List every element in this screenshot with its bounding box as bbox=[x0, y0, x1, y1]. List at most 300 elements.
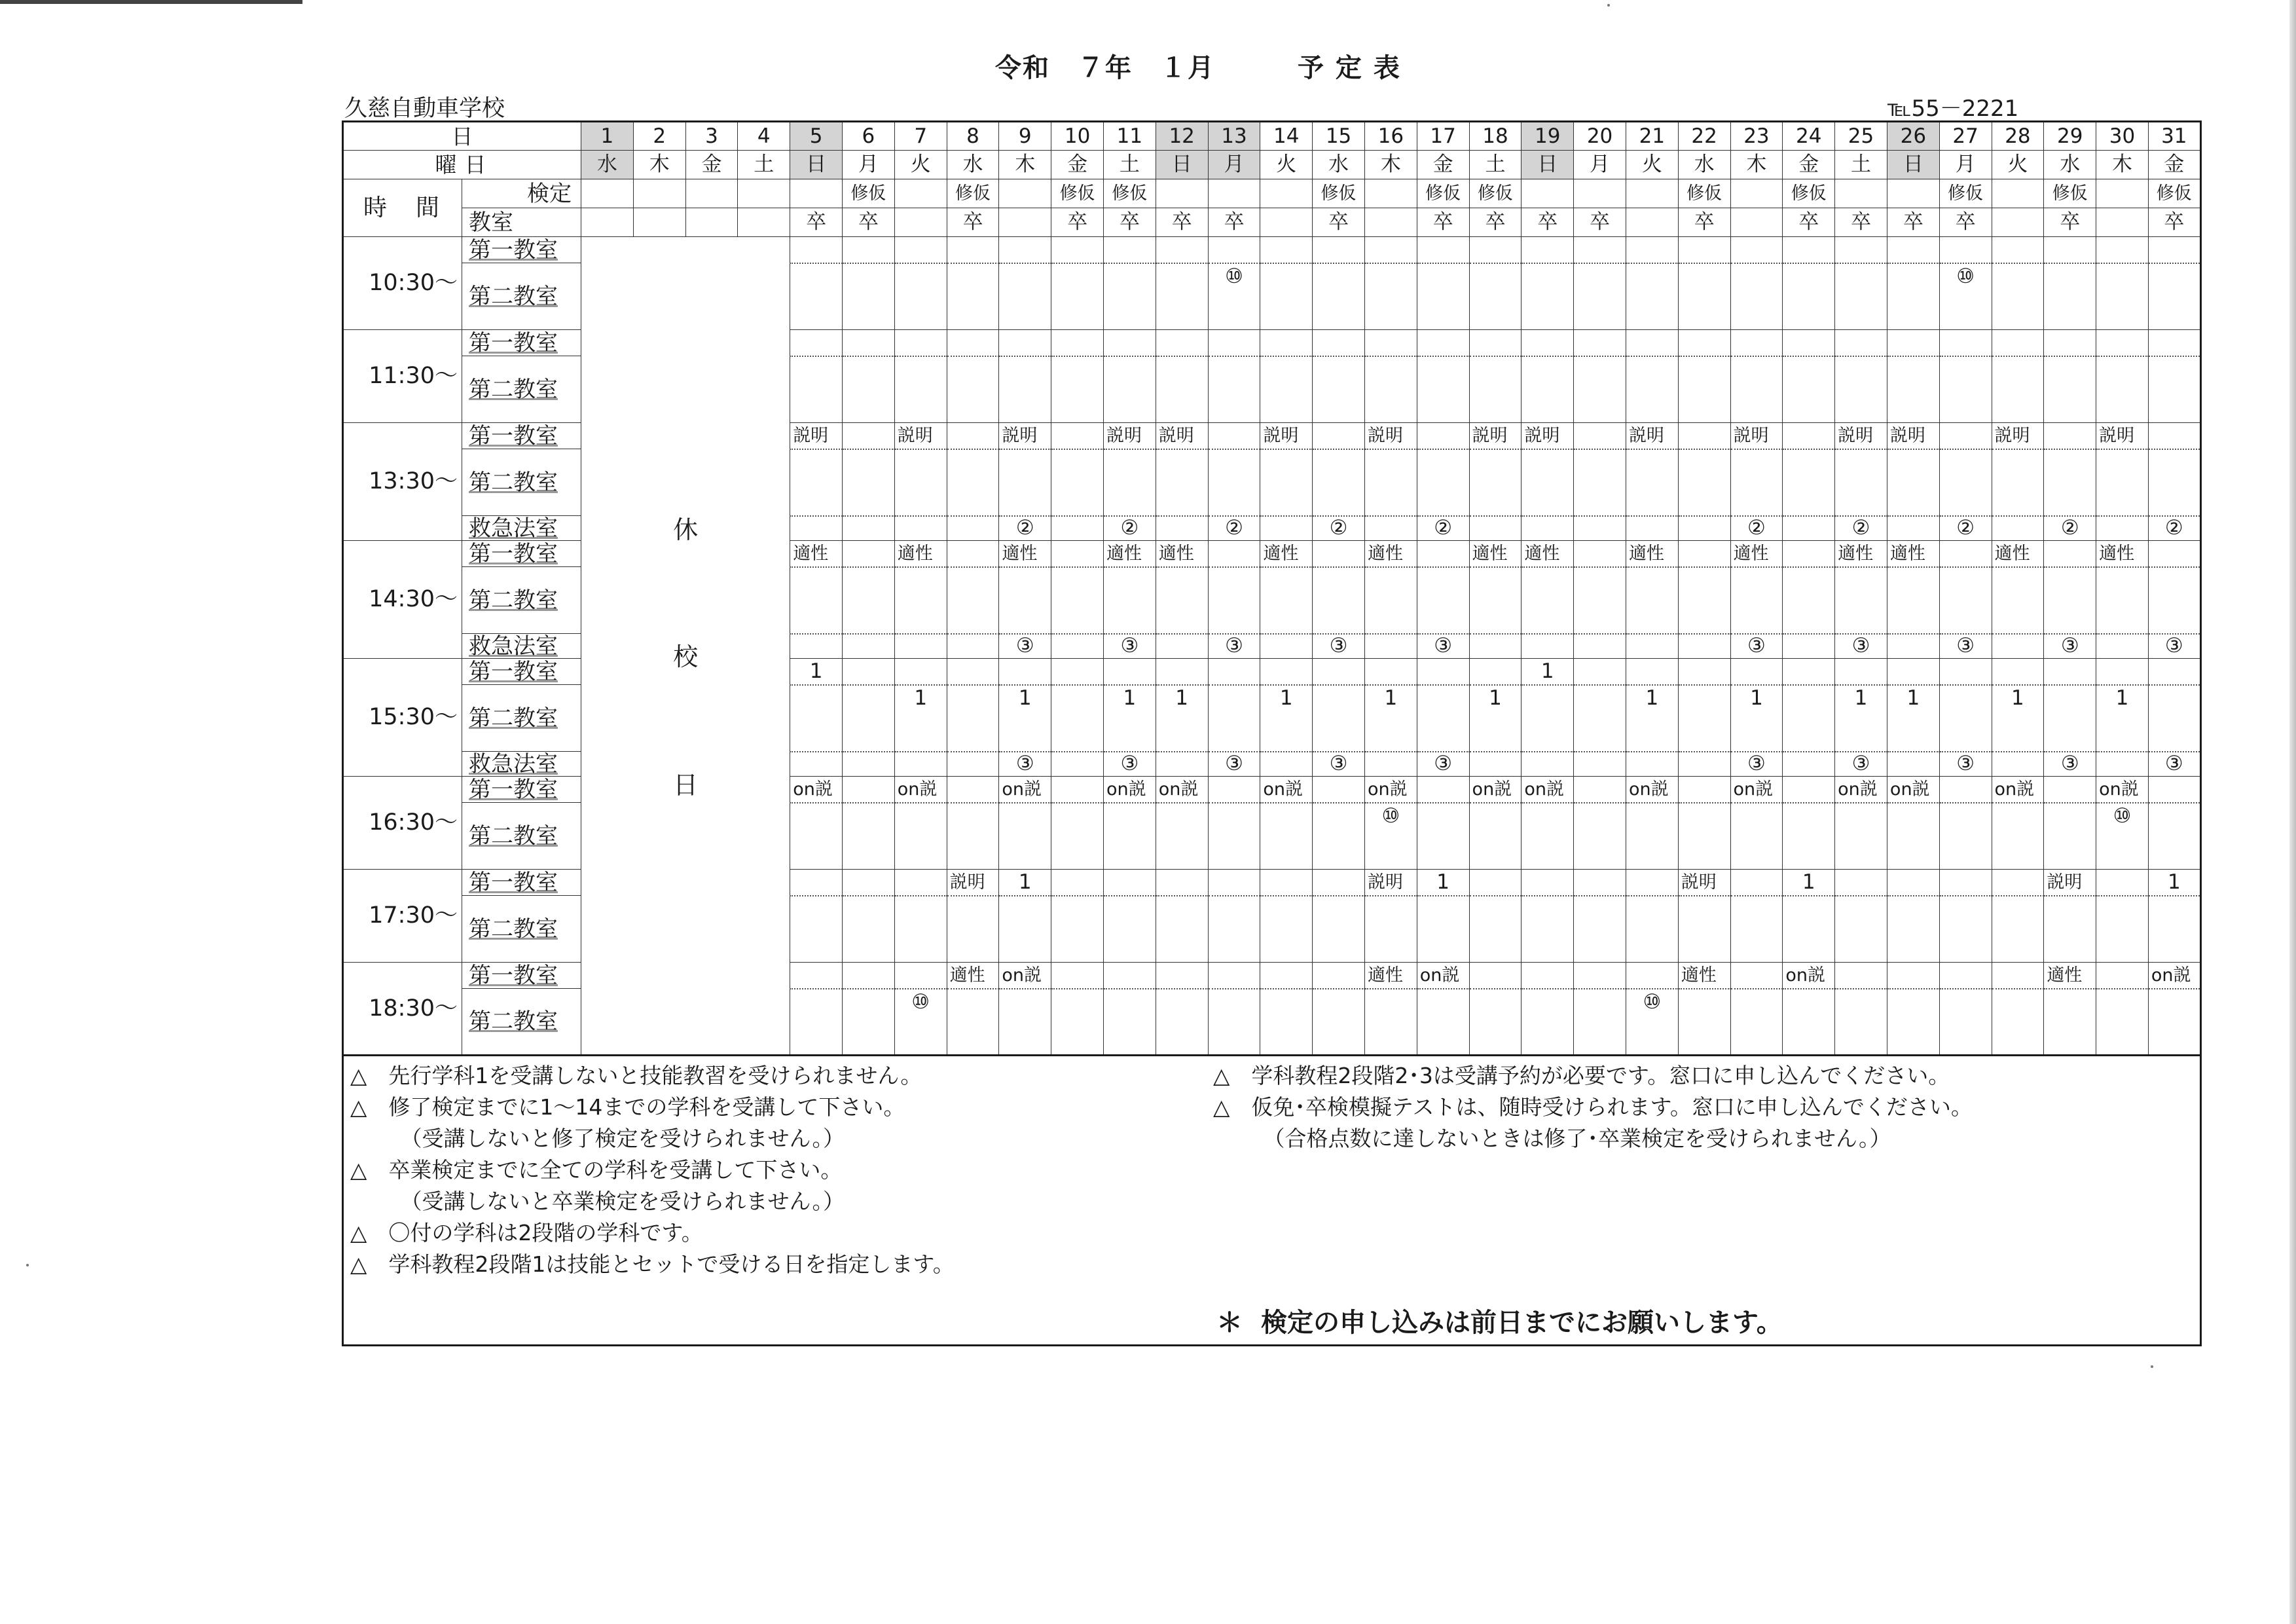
schedule-cell bbox=[2096, 659, 2149, 685]
schedule-cell bbox=[1417, 263, 1469, 330]
schedule-cell bbox=[2148, 685, 2200, 752]
note-left: △ 〇付の学科は2段階の学科です。 bbox=[350, 1220, 703, 1246]
room-cell: 卒 bbox=[1051, 208, 1104, 237]
weekday-cell: 金 bbox=[1417, 151, 1469, 179]
schedule-cell bbox=[1313, 870, 1365, 896]
schedule-cell bbox=[1783, 541, 1835, 567]
schedule-cell: 説明 bbox=[947, 870, 999, 896]
day-number: 3 bbox=[685, 122, 738, 151]
schedule-cell bbox=[1992, 896, 2044, 963]
weekday-cell: 日 bbox=[1156, 151, 1208, 179]
schedule-cell bbox=[1783, 659, 1835, 685]
schedule-cell bbox=[1522, 263, 1574, 330]
schedule-cell bbox=[1835, 237, 1887, 263]
day-number: 10 bbox=[1051, 122, 1104, 151]
room-cell bbox=[1992, 208, 2044, 237]
schedule-cell bbox=[1783, 356, 1835, 423]
schedule-cell bbox=[842, 752, 894, 777]
schedule-cell bbox=[2044, 896, 2096, 963]
schedule-cell: ② bbox=[1730, 516, 1783, 541]
weekday-cell: 火 bbox=[1626, 151, 1678, 179]
schedule-cell bbox=[1783, 449, 1835, 516]
schedule-cell bbox=[1887, 896, 1939, 963]
schedule-cell bbox=[1522, 685, 1574, 752]
room-name bbox=[462, 330, 581, 356]
schedule-cell bbox=[1835, 659, 1887, 685]
schedule-cell: 適性 bbox=[790, 541, 843, 567]
schedule-cell bbox=[1156, 516, 1208, 541]
schedule-cell bbox=[1992, 963, 2044, 989]
schedule-cell bbox=[999, 567, 1051, 634]
exam-cell bbox=[1208, 179, 1260, 208]
exam-cell bbox=[999, 179, 1051, 208]
schedule-cell bbox=[1730, 567, 1783, 634]
schedule-cell bbox=[1783, 263, 1835, 330]
schedule-cell bbox=[790, 449, 843, 516]
schedule-cell: 説明 bbox=[790, 423, 843, 449]
schedule-cell: ③ bbox=[1939, 752, 1992, 777]
schedule-cell: ③ bbox=[999, 752, 1051, 777]
schedule-cell bbox=[1208, 685, 1260, 752]
schedule-cell bbox=[842, 989, 894, 1056]
weekday-cell: 水 bbox=[581, 151, 634, 179]
day-number: 26 bbox=[1887, 122, 1939, 151]
schedule-cell bbox=[947, 423, 999, 449]
holiday-char: 日 bbox=[673, 771, 699, 800]
schedule-cell: ⑩ bbox=[2096, 803, 2149, 870]
schedule-cell bbox=[1730, 803, 1783, 870]
schedule-cell bbox=[1260, 803, 1313, 870]
room-cell bbox=[1364, 208, 1417, 237]
schedule-cell bbox=[1939, 541, 1992, 567]
schedule-cell bbox=[2044, 989, 2096, 1056]
schedule-cell bbox=[1626, 634, 1678, 659]
schedule-cell bbox=[1051, 963, 1104, 989]
weekday-cell: 木 bbox=[1364, 151, 1417, 179]
day-number: 19 bbox=[1522, 122, 1574, 151]
schedule-cell bbox=[1469, 567, 1522, 634]
schedule-cell: on説 bbox=[1783, 963, 1835, 989]
schedule-cell bbox=[1208, 659, 1260, 685]
schedule-cell bbox=[1730, 963, 1783, 989]
schedule-cell bbox=[1208, 870, 1260, 896]
schedule-cell: 適性 bbox=[1992, 541, 2044, 567]
weekday-cell: 水 bbox=[1313, 151, 1365, 179]
room-cell: 卒 bbox=[1939, 208, 1992, 237]
schedule-cell bbox=[1417, 541, 1469, 567]
schedule-cell: 1 bbox=[1417, 870, 1469, 896]
weekday-cell: 水 bbox=[1678, 151, 1730, 179]
weekday-cell: 土 bbox=[738, 151, 790, 179]
schedule-cell: 適性 bbox=[1156, 541, 1208, 567]
schedule-cell bbox=[1522, 963, 1574, 989]
schedule-cell bbox=[1522, 567, 1574, 634]
schedule-cell bbox=[842, 516, 894, 541]
weekday-cell: 水 bbox=[947, 151, 999, 179]
schedule-cell bbox=[2044, 685, 2096, 752]
schedule-cell bbox=[1992, 567, 2044, 634]
schedule-cell bbox=[790, 567, 843, 634]
schedule-cell bbox=[2148, 263, 2200, 330]
room-cell: 卒 bbox=[1156, 208, 1208, 237]
schedule-cell: ⑩ bbox=[1626, 989, 1678, 1056]
schedule-cell bbox=[1051, 989, 1104, 1056]
exam-cell bbox=[1992, 179, 2044, 208]
schedule-cell bbox=[1156, 634, 1208, 659]
schedule-cell bbox=[842, 777, 894, 803]
room-cell: 卒 bbox=[1783, 208, 1835, 237]
schedule-cell bbox=[1051, 634, 1104, 659]
room-name bbox=[462, 963, 581, 989]
day-number: 6 bbox=[842, 122, 894, 151]
room-name-text: 第二教室 bbox=[469, 915, 558, 942]
room-name bbox=[462, 516, 581, 541]
exam-cell: 修仮 bbox=[1417, 179, 1469, 208]
schedule-cell: ② bbox=[1417, 516, 1469, 541]
room-cell: 卒 bbox=[1678, 208, 1730, 237]
schedule-cell bbox=[1939, 330, 1992, 356]
schedule-cell: 適性 bbox=[947, 963, 999, 989]
schedule-cell bbox=[1103, 963, 1156, 989]
exam-cell bbox=[1364, 179, 1417, 208]
day-number: 11 bbox=[1103, 122, 1156, 151]
schedule-cell bbox=[1574, 896, 1626, 963]
schedule-cell: ③ bbox=[1208, 752, 1260, 777]
schedule-cell bbox=[1051, 330, 1104, 356]
schedule-cell bbox=[1417, 803, 1469, 870]
schedule-cell bbox=[1051, 423, 1104, 449]
schedule-cell: on説 bbox=[1260, 777, 1313, 803]
schedule-cell bbox=[1730, 659, 1783, 685]
schedule-cell bbox=[1887, 963, 1939, 989]
day-number: 28 bbox=[1992, 122, 2044, 151]
day-header: 日 bbox=[343, 122, 581, 151]
schedule-cell: ③ bbox=[1103, 634, 1156, 659]
schedule-cell bbox=[2096, 330, 2149, 356]
weekday-cell: 日 bbox=[790, 151, 843, 179]
note-right: △ 仮免･卒検模擬テストは、随時受けられます。窓口に申し込んでください。 bbox=[1213, 1094, 1973, 1120]
schedule-cell bbox=[842, 356, 894, 423]
schedule-cell bbox=[842, 634, 894, 659]
schedule-cell bbox=[1469, 896, 1522, 963]
schedule-cell bbox=[1626, 237, 1678, 263]
room-name-text: 第一教室 bbox=[469, 236, 558, 263]
exam-cell bbox=[633, 179, 685, 208]
room-name-text: 第一教室 bbox=[469, 422, 558, 449]
schedule-cell bbox=[842, 896, 894, 963]
schedule-cell bbox=[1313, 237, 1365, 263]
schedule-cell bbox=[1678, 516, 1730, 541]
room-cell: 卒 bbox=[1835, 208, 1887, 237]
day-number: 24 bbox=[1783, 122, 1835, 151]
schedule-cell bbox=[1469, 634, 1522, 659]
schedule-cell bbox=[1260, 989, 1313, 1056]
schedule-cell bbox=[2096, 870, 2149, 896]
schedule-cell: 説明 bbox=[1730, 423, 1783, 449]
schedule-table bbox=[342, 120, 2202, 1056]
note-left: △ 学科教程2段階1は技能とセットで受ける日を指定します。 bbox=[350, 1251, 955, 1277]
schedule-cell bbox=[1051, 263, 1104, 330]
schedule-cell bbox=[1939, 449, 1992, 516]
day-number: 31 bbox=[2148, 122, 2200, 151]
schedule-cell: ⑩ bbox=[894, 989, 947, 1056]
weekday-cell: 木 bbox=[1730, 151, 1783, 179]
schedule-cell bbox=[1208, 423, 1260, 449]
schedule-cell bbox=[1626, 803, 1678, 870]
schedule-cell bbox=[1313, 989, 1365, 1056]
schedule-cell bbox=[1417, 356, 1469, 423]
schedule-cell bbox=[1835, 330, 1887, 356]
schedule-cell bbox=[1835, 989, 1887, 1056]
schedule-cell: on説 bbox=[1887, 777, 1939, 803]
schedule-cell bbox=[1103, 870, 1156, 896]
schedule-cell bbox=[842, 423, 894, 449]
schedule-cell bbox=[2096, 963, 2149, 989]
schedule-cell bbox=[842, 870, 894, 896]
schedule-cell bbox=[1417, 659, 1469, 685]
schedule-cell bbox=[1939, 777, 1992, 803]
schedule-cell bbox=[1522, 752, 1574, 777]
schedule-cell: ③ bbox=[1417, 634, 1469, 659]
schedule-cell bbox=[2148, 567, 2200, 634]
exam-cell: 修仮 bbox=[1469, 179, 1522, 208]
schedule-cell bbox=[1678, 567, 1730, 634]
room-cell bbox=[1730, 208, 1783, 237]
schedule-cell bbox=[1678, 989, 1730, 1056]
schedule-cell bbox=[1783, 634, 1835, 659]
room-name-text: 第二教室 bbox=[469, 376, 558, 403]
schedule-cell bbox=[790, 803, 843, 870]
exam-cell bbox=[738, 179, 790, 208]
weekday-cell: 月 bbox=[842, 151, 894, 179]
schedule-cell bbox=[999, 989, 1051, 1056]
schedule-cell bbox=[894, 449, 947, 516]
exam-cell: 修仮 bbox=[1051, 179, 1104, 208]
schedule-cell: on説 bbox=[1992, 777, 2044, 803]
schedule-cell bbox=[1208, 541, 1260, 567]
telephone: ℡55－2221 bbox=[1887, 96, 2019, 122]
schedule-cell bbox=[1260, 659, 1313, 685]
schedule-cell: 1 bbox=[999, 870, 1051, 896]
room-name-text: 第二教室 bbox=[469, 1008, 558, 1035]
schedule-cell: 説明 bbox=[2044, 870, 2096, 896]
weekday-cell: 月 bbox=[1939, 151, 1992, 179]
schedule-cell bbox=[1260, 963, 1313, 989]
schedule-cell bbox=[1574, 963, 1626, 989]
schedule-cell bbox=[1992, 634, 2044, 659]
exam-cell: 修仮 bbox=[1678, 179, 1730, 208]
schedule-cell bbox=[1783, 777, 1835, 803]
schedule-cell bbox=[1469, 449, 1522, 516]
schedule-cell: 1 bbox=[1522, 659, 1574, 685]
exam-cell bbox=[1626, 179, 1678, 208]
schedule-cell bbox=[1522, 330, 1574, 356]
schedule-cell bbox=[2044, 567, 2096, 634]
schedule-cell bbox=[1103, 896, 1156, 963]
weekday-cell: 火 bbox=[1260, 151, 1313, 179]
schedule-cell: 説明 bbox=[1364, 423, 1417, 449]
schedule-cell: ③ bbox=[1313, 634, 1365, 659]
schedule-cell bbox=[947, 685, 999, 752]
room-cell bbox=[2096, 208, 2149, 237]
schedule-cell bbox=[1156, 330, 1208, 356]
schedule-cell bbox=[842, 330, 894, 356]
day-number: 12 bbox=[1156, 122, 1208, 151]
schedule-cell bbox=[1313, 777, 1365, 803]
day-number: 14 bbox=[1260, 122, 1313, 151]
exam-cell bbox=[1260, 179, 1313, 208]
schedule-cell bbox=[1939, 870, 1992, 896]
schedule-cell bbox=[1678, 685, 1730, 752]
schedule-cell bbox=[1626, 752, 1678, 777]
schedule-cell: ③ bbox=[2148, 634, 2200, 659]
schedule-cell bbox=[2096, 896, 2149, 963]
schedule-cell: ③ bbox=[2044, 634, 2096, 659]
schedule-cell bbox=[1574, 685, 1626, 752]
schedule-cell bbox=[1103, 330, 1156, 356]
schedule-cell bbox=[1313, 685, 1365, 752]
room-cell: 卒 bbox=[2148, 208, 2200, 237]
schedule-cell bbox=[1469, 803, 1522, 870]
day-number: 9 bbox=[999, 122, 1051, 151]
schedule-cell: 説明 bbox=[1835, 423, 1887, 449]
exam-cell bbox=[894, 179, 947, 208]
schedule-cell bbox=[1417, 330, 1469, 356]
weekday-cell: 木 bbox=[633, 151, 685, 179]
schedule-cell bbox=[1051, 896, 1104, 963]
schedule-cell bbox=[894, 896, 947, 963]
schedule-cell bbox=[2096, 356, 2149, 423]
weekday-header-right: 日 bbox=[462, 151, 581, 179]
time-slot: 17:30～ bbox=[343, 870, 462, 963]
schedule-cell bbox=[999, 356, 1051, 423]
room-cell: 卒 bbox=[1417, 208, 1469, 237]
schedule-cell bbox=[894, 516, 947, 541]
schedule-cell bbox=[1887, 516, 1939, 541]
schedule-cell: 適性 bbox=[1835, 541, 1887, 567]
schedule-cell bbox=[2096, 516, 2149, 541]
asterisk-icon: ＊ bbox=[1216, 1308, 1243, 1338]
schedule-cell: 適性 bbox=[1887, 541, 1939, 567]
schedule-cell bbox=[2044, 356, 2096, 423]
schedule-cell bbox=[2044, 803, 2096, 870]
schedule-cell: on説 bbox=[1417, 963, 1469, 989]
schedule-cell bbox=[1051, 356, 1104, 423]
schedule-cell bbox=[1156, 237, 1208, 263]
schedule-cell bbox=[894, 634, 947, 659]
room-cell bbox=[999, 208, 1051, 237]
schedule-cell bbox=[1678, 330, 1730, 356]
day-number: 7 bbox=[894, 122, 947, 151]
schedule-cell bbox=[999, 659, 1051, 685]
schedule-cell bbox=[1678, 896, 1730, 963]
schedule-cell: 説明 bbox=[1992, 423, 2044, 449]
schedule-cell bbox=[1313, 449, 1365, 516]
schedule-cell bbox=[1730, 263, 1783, 330]
schedule-cell: ③ bbox=[2044, 752, 2096, 777]
schedule-cell bbox=[1522, 237, 1574, 263]
weekday-cell: 月 bbox=[1574, 151, 1626, 179]
schedule-cell bbox=[2148, 541, 2200, 567]
school-name: 久慈自動車学校 bbox=[344, 96, 505, 122]
schedule-cell bbox=[947, 516, 999, 541]
schedule-cell bbox=[1103, 237, 1156, 263]
schedule-cell: 適性 bbox=[999, 541, 1051, 567]
schedule-cell bbox=[1574, 516, 1626, 541]
exam-cell bbox=[1887, 179, 1939, 208]
schedule-cell bbox=[999, 449, 1051, 516]
schedule-cell: 適性 bbox=[1103, 541, 1156, 567]
room-name-text: 第二教室 bbox=[469, 469, 558, 496]
schedule-cell bbox=[1313, 803, 1365, 870]
schedule-cell bbox=[1364, 659, 1417, 685]
schedule-cell bbox=[1260, 356, 1313, 423]
room-name bbox=[462, 896, 581, 963]
schedule-cell bbox=[1574, 870, 1626, 896]
schedule-cell bbox=[1103, 989, 1156, 1056]
schedule-cell: ③ bbox=[2148, 752, 2200, 777]
room-name-text: 第二教室 bbox=[469, 705, 558, 731]
schedule-cell bbox=[1522, 803, 1574, 870]
day-number: 4 bbox=[738, 122, 790, 151]
schedule-cell: 説明 bbox=[1678, 870, 1730, 896]
schedule-cell: 1 bbox=[2096, 685, 2149, 752]
exam-cell bbox=[581, 179, 634, 208]
schedule-cell bbox=[1156, 356, 1208, 423]
schedule-cell bbox=[1730, 896, 1783, 963]
scan-speck bbox=[2151, 1365, 2153, 1368]
schedule-cell bbox=[1730, 989, 1783, 1056]
schedule-cell: 1 bbox=[2148, 870, 2200, 896]
schedule-cell bbox=[1417, 423, 1469, 449]
schedule-cell bbox=[1051, 777, 1104, 803]
schedule-cell bbox=[1939, 685, 1992, 752]
schedule-cell bbox=[1051, 516, 1104, 541]
schedule-cell bbox=[1887, 449, 1939, 516]
schedule-cell bbox=[1730, 449, 1783, 516]
schedule-cell bbox=[1626, 896, 1678, 963]
schedule-cell: 説明 bbox=[1887, 423, 1939, 449]
schedule-cell bbox=[1939, 237, 1992, 263]
schedule-cell bbox=[1522, 634, 1574, 659]
schedule-cell bbox=[1156, 659, 1208, 685]
schedule-cell bbox=[790, 634, 843, 659]
schedule-cell: 説明 bbox=[1626, 423, 1678, 449]
room-name bbox=[462, 803, 581, 870]
schedule-cell bbox=[1260, 449, 1313, 516]
schedule-cell bbox=[947, 567, 999, 634]
schedule-cell bbox=[1313, 356, 1365, 423]
schedule-cell bbox=[1051, 567, 1104, 634]
schedule-cell: ⑩ bbox=[1364, 803, 1417, 870]
schedule-cell bbox=[1260, 896, 1313, 963]
exam-cell bbox=[1156, 179, 1208, 208]
day-number: 23 bbox=[1730, 122, 1783, 151]
schedule-cell bbox=[1051, 237, 1104, 263]
schedule-cell: 説明 bbox=[1364, 870, 1417, 896]
room-name bbox=[462, 449, 581, 516]
schedule-cell: 1 bbox=[894, 685, 947, 752]
scan-speck bbox=[1607, 4, 1610, 7]
schedule-cell bbox=[1730, 356, 1783, 423]
schedule-cell bbox=[1208, 330, 1260, 356]
exam-cell bbox=[790, 179, 843, 208]
schedule-cell bbox=[1522, 896, 1574, 963]
room-name-text: 第一教室 bbox=[469, 658, 558, 685]
day-number: 21 bbox=[1626, 122, 1678, 151]
schedule-cell: ③ bbox=[1730, 634, 1783, 659]
room-cell bbox=[738, 208, 790, 237]
